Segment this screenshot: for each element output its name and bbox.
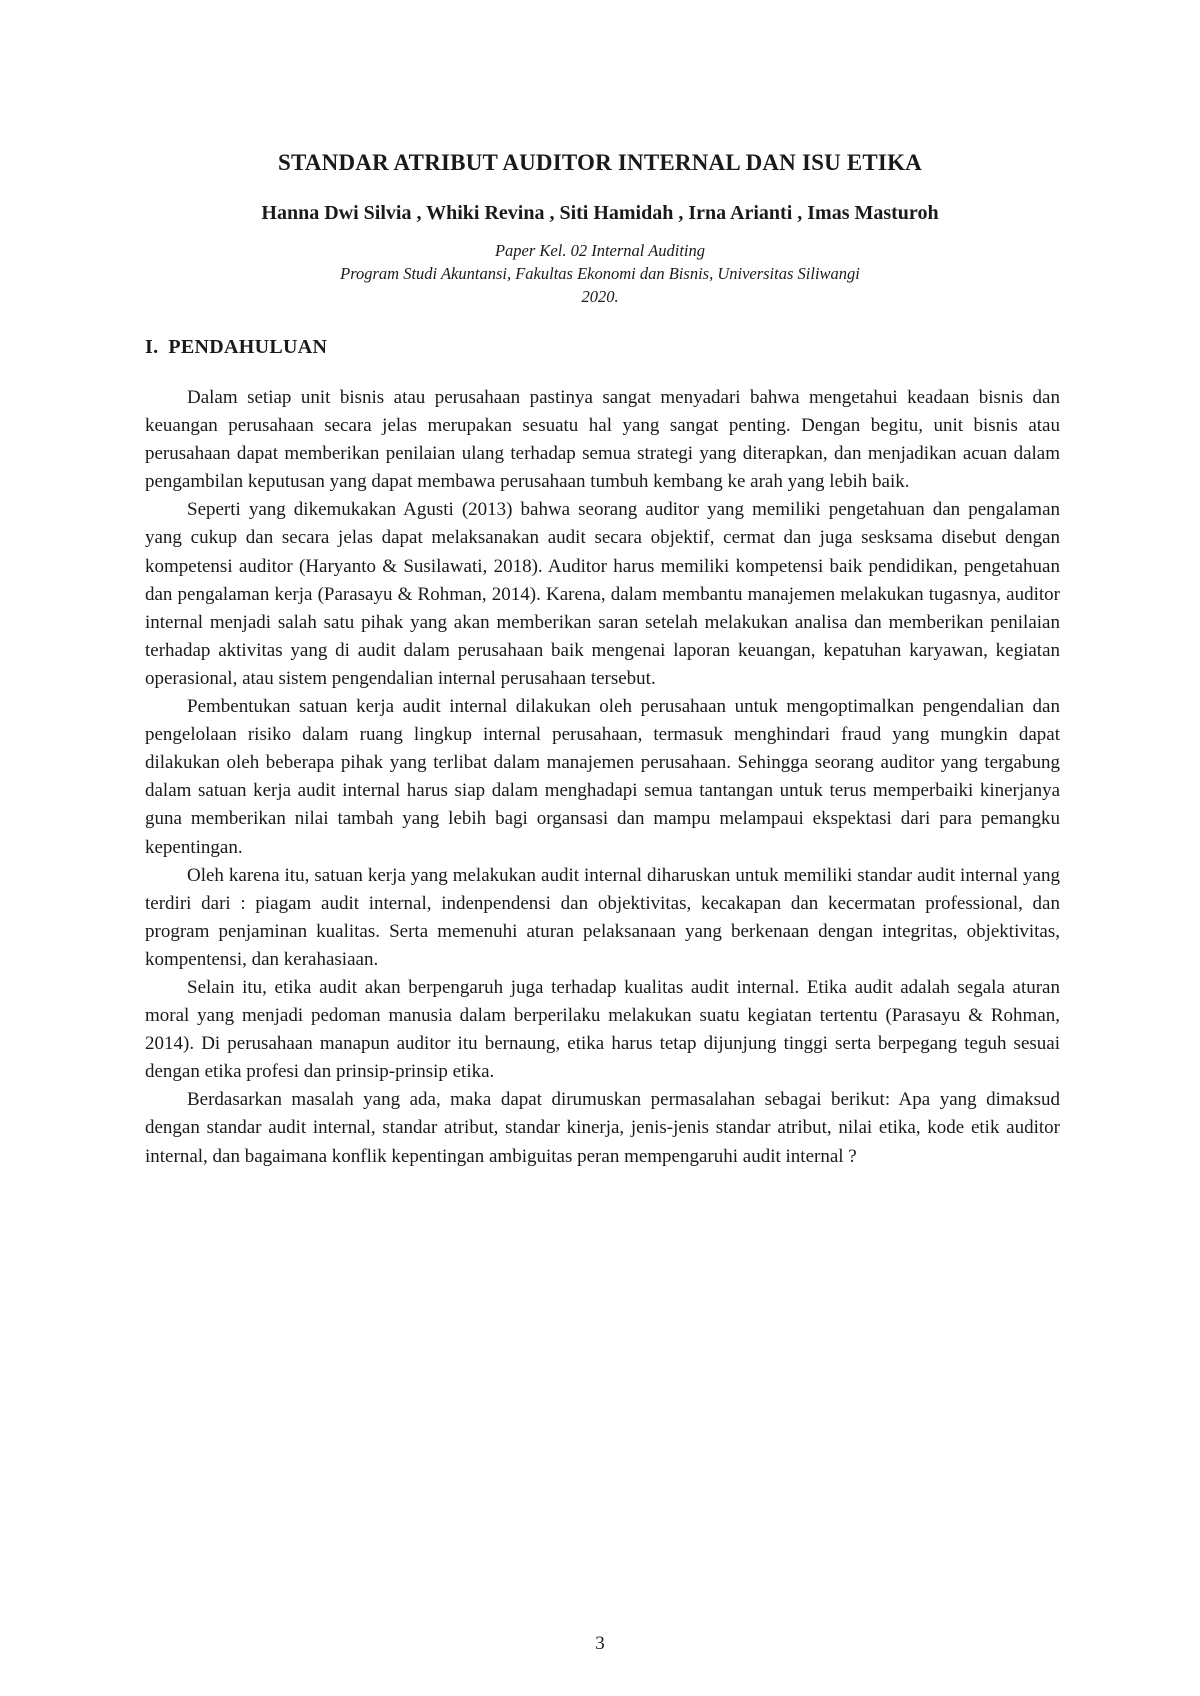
paragraph-6: Berdasarkan masalah yang ada, maka dapat dirumuskan permasalahan sebagai berikut: Apa yang dimaksud dengan standar audit internal, standar atribut, standar kinerja, jenis-jenis standar atribut, nilai etika, kode etik auditor internal, dan bagaimana konflik kepentingan ambiguitas peran mempengaruhi audit internal ? — [145, 1089, 1060, 1167]
paragraph-3: Pembentukan satuan kerja audit internal dilakukan oleh perusahaan untuk mengoptimalkan pengendalian dan pengelolaan risiko dalam ruang lingkup internal perusahaan, termasuk menghindari fraud yang mungkin dapat dilakukan oleh beberapa pihak yang terlibat dalam manajemen perusahaan. Sehingga seorang auditor yang tergabung dalam satuan kerja audit internal harus siap dalam menghadapi semua tantangan untuk terus memperbaiki kinerjanya guna memberikan nilai tambah yang lebih bagi organsasi dan mampu melampaui ekspektasi dari para pemangku kepentingan. — [145, 696, 1060, 858]
paragraph-1: Dalam setiap unit bisnis atau perusahaan pastinya sangat menyadari bahwa mengetahui keadaan bisnis dan keuangan perusahaan secara jelas merupakan sesuatu hal yang sangat penting. Dengan begitu, unit bisnis atau perusahaan dapat memberikan penilaian ulang terhadap semua strategi yang diterapkan, dan menjadikan acuan dalam pengambilan keputusan yang dapat membawa perusahaan tumbuh kembang ke arah yang lebih baik. — [145, 387, 1060, 493]
affiliation-line-course: Paper Kel. 02 Internal Auditing — [494, 241, 706, 260]
paragraph-5: Selain itu, etika audit akan berpengaruh juga terhadap kualitas audit internal. Etika audit adalah segala aturan moral yang menjadi pedoman manusia dalam berperilaku melakukan suatu kegiatan tertentu (Parasayu & Rohman, 2014). Di perusahaan manapun auditor itu bernaung, etika harus tetap dijunjung tinggi serta berpegang teguh sesuai dengan etika profesi dan prinsip-prinsip etika. — [145, 976, 1060, 1083]
section-number: I. — [145, 336, 159, 358]
affiliation-line-institution: Program Studi Akuntansi, Fakultas Ekonomi dan Bisnis, Universitas Siliwangi — [340, 264, 860, 283]
page-number: 3 — [595, 1633, 605, 1654]
paper-title: STANDAR ATRIBUT AUDITOR INTERNAL DAN ISU ETIKA — [278, 150, 922, 175]
section-title: PENDAHULUAN — [168, 336, 328, 358]
affiliation-line-year: 2020. — [581, 287, 619, 306]
paragraph-4: Oleh karena itu, satuan kerja yang melakukan audit internal diharuskan untuk memiliki standar audit internal yang terdiri dari : piagam audit internal, indenpendensi dan objektivitas, kecakapan dan kecermatan professional, dan program penjaminan kualitas. Serta memenuhi aturan pelaksanaan yang berkenaan dengan integritas, objektivitas, kompentensi, dan kerahasiaan. — [145, 864, 1060, 970]
author-list: Hanna Dwi Silvia , Whiki Revina , Siti Hamidah , Irna Arianti , Imas Masturoh — [261, 202, 939, 224]
section-heading — [145, 336, 327, 359]
paragraph-2: Seperti yang dikemukakan Agusti (2013) bahwa seorang auditor yang memiliki pengetahuan dan pengalaman yang cukup dan secara jelas dapat melaksanakan audit secara objektif, cermat dan juga sesksama disebut dengan kompetensi auditor (Haryanto & Susilawati, 2018). Auditor harus memiliki kompetensi baik pendidikan, pengetahuan dan pengalaman kerja (Parasayu & Rohman, 2014). Karena, dalam membantu manajemen melakukan tugasnya, auditor internal menjadi salah satu pihak yang akan memberikan saran setelah melakukan analisa dan memberikan penilaian terhadap aktivitas yang di audit dalam perusahaan baik mengenai laporan keuangan, kepatuhan karyawan, kegiatan operasional, atau sistem pengendalian internal perusahaan tersebut. — [145, 499, 1060, 689]
body-text — [145, 384, 1060, 1171]
